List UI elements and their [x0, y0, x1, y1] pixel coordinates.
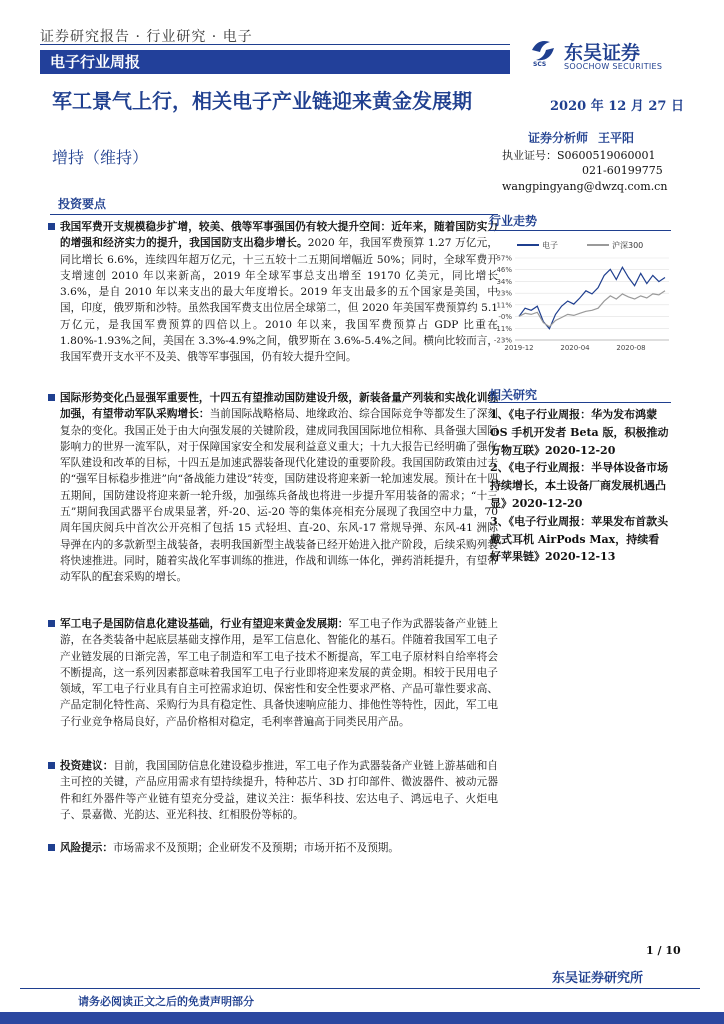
x-tick-label: 2020-04	[560, 344, 590, 352]
legend-label: 电子	[542, 241, 558, 250]
y-tick-label: 23%	[496, 289, 512, 298]
paragraph-body: 2020 年，我国军费预算 1.27 万亿元，同比增长 6.6%，连续四年超万亿元，十三五较十二五期间增幅近 50%；同时，全球军费开支增速创 2010 年以来新高，2019 年全球军事总支出增至 19170 亿美元，同比增长 3.6%，是自 2010 年以来支出的最大年度增长。2019 年支出最多的五个国家是美国，中国，印度，俄罗斯和沙特。虽然我国军费支出位居全球第二，但 2020 年美国军费预算约 5.1 万亿元，是我国军费预算的四倍以上。2010 年以来，我国军费预算占 GDP 比重在 1.80%-1.93%之间，美国在 3.3%-4.9%之间，俄罗斯在 3.6%-5.4%之间。横向比较而言，我国军费开支水平不及美、俄等军事强国，仍有较大提升空间。	[60, 237, 498, 364]
bullet-square	[48, 844, 55, 851]
x-tick-label: 2019-12	[504, 344, 534, 352]
disclaimer-band	[0, 1012, 724, 1024]
chart-rule	[489, 230, 671, 231]
footer-rule	[20, 988, 700, 989]
bullet-square	[48, 223, 55, 230]
bullet-square	[48, 620, 55, 627]
paragraph-military-electronics	[60, 616, 498, 730]
related-list	[490, 406, 670, 566]
logo-en-text: SOOCHOW SECURITIES	[564, 62, 663, 71]
y-tick-label: -23%	[493, 336, 512, 345]
logo-cn-text: 东吴证券	[564, 42, 641, 64]
report-title: 军工景气上行，相关电子产业链迎来黄金发展期	[52, 89, 472, 113]
bullet-square	[48, 394, 55, 401]
summary-rule	[50, 214, 498, 215]
related-rule	[489, 402, 671, 403]
paragraph-body: 市场需求不及预期；企业研发不及预期；市场开拓不及预期。	[112, 842, 399, 854]
summary-heading: 投资要点	[58, 197, 107, 211]
related-item[interactable]: 1、《电子行业周报：华为发布鸿蒙 OS 手机开发者 Beta 版，积极推动万物互联》2020-12-20	[490, 408, 669, 457]
paragraph-lead: 投资建议：	[60, 760, 114, 772]
paragraph-lead: 军工电子是国防信息化建设基础，行业有望迎来黄金发展期：	[60, 618, 349, 630]
analyst-name: 王平阳	[598, 131, 635, 145]
institute-name: 东吴证券研究所	[552, 971, 644, 986]
series-line	[519, 291, 665, 327]
related-heading: 相关研究	[489, 388, 538, 402]
header-rule	[40, 44, 510, 45]
paragraph-risk	[60, 840, 498, 856]
report-series: 证券研究报告 · 行业研究 · 电子	[40, 29, 253, 45]
legend-label: 沪深300	[612, 241, 644, 250]
x-tick-label: 2020-08	[616, 344, 646, 352]
disclaimer-text: 请务必阅读正文之后的免责声明部分	[78, 995, 254, 1008]
y-tick-label: -0%	[498, 313, 512, 322]
brand-logo	[528, 36, 688, 76]
paragraph-lead: 我国军费开支规模稳步扩增，较美、俄等军事强国仍有较大提升空间：近年来，随着国防实力的增强和经济实力的提升，我国国防支出稳步增长。	[60, 221, 498, 250]
paragraph-body: 目前，我国国防信息化建设稳步推进，军工电子作为武器装备产业链上游基础和自主可控的关键，产品应用需求有望持续提升，特种芯片、3D 打印部件、微波器件、被动元器件和红外器件等产业链有望充分受益，建议关注：振华科技、宏达电子、鸿远电子、火炬电子、景嘉微、光韵达、亚光科技、红相股份等标的。	[60, 760, 499, 821]
paragraph-military-budget	[60, 219, 498, 366]
rating: 增持（维持）	[52, 148, 149, 167]
logo-mark-text: SCS	[533, 61, 547, 66]
report-date: 2020 年 12 月 27 日	[550, 99, 684, 114]
bullet-square	[48, 762, 55, 769]
paragraph-body: 军工电子作为武器装备产业链上游，在各类装备中起底层基础支撑作用，是军工信息化、智能化的基石。伴随着我国军工电子产业链发展的日渐完善，军工电子制造和军工电子技术不断提高，军工电子原材料自给率将会不断提高，这一系列因素都意味着我国军工电子行业即将迎来发展的黄金期。相较于民用电子领域，军工电子行业具有自主可控需求迫切、保密性和安全性要求严格、产品可靠性要求高、产品定制化特性高、采购行为具有稳定性、具备快速响应能力、排他性等特性，因此，军工电子行业竞争格局良好，产品价格相对稳定，毛利率普遍高于同类民用产品。	[60, 618, 498, 728]
y-tick-label: 11%	[496, 301, 512, 310]
paragraph-lead: 风险提示：	[60, 842, 113, 854]
chart-heading: 行业走势	[489, 214, 538, 228]
y-tick-label: -11%	[493, 324, 512, 333]
page-number: 1 / 10	[646, 944, 681, 957]
y-tick-label: 57%	[496, 254, 512, 263]
paragraph-lead: 国际形势变化凸显强军重要性，十四五有望推动国防建设升级，新装备量产列装和实战化训练加强，有望带动军队采购增长：	[60, 392, 498, 421]
analyst-line	[528, 129, 634, 146]
y-tick-label: 46%	[496, 266, 512, 275]
analyst-email[interactable]: wangpingyang@dwzq.com.cn	[502, 180, 668, 193]
y-tick-label: 34%	[496, 277, 512, 286]
paragraph-body: 当前国际战略格局、地缘政治、综合国际竞争等都发生了深刻复杂的变化。我国正处于由大向强发展的关键阶段，建成同我国国际地位相称、具备强大国际影响力的世界一流军队，对于保障国家安全和发展利益意义重大；十九大报告已经明确了强化军队建设和改革的目标，十四五是加速武器装备现代化建设的重要阶段。我国国防政策由过去的“强军目标稳步推进”向“备战能力建设”转变，国防建设将迎来新一轮加速发展。预计在十四五期间，国防建设将迎来新一轮升级，加强练兵备战也将进一步提升军用装备的需求；“十三五”期间我国武器平台成果显著，歼-20、运-20 等的集体亮相充分展现了我国空中力量，70 周年国庆阅兵中首次公开亮相了包括 15 式轻坦、直-20、东风-17 常规导弹、东风-41 洲际导弹在内的多款新型主战装备，表明我国新型主战装备已经开始进入批产阶段，后续采购列装将快速推进。同时，随着实战化军事训练的推进，作战和训练一体化，弹药消耗提升，有望带动军队的配套采购的增长。	[60, 408, 498, 584]
related-item[interactable]: 3、《电子行业周报：苹果发布首款头戴式耳机 AirPods Max，持续看好苹果链》2020-12-13	[490, 514, 669, 564]
logo-mark-icon	[528, 36, 558, 66]
industry-trend-chart	[487, 236, 673, 356]
related-item[interactable]: 2、《电子行业周报：半导体设备市场持续增长，本土设备厂商发展机遇凸显》2020-12-20	[490, 461, 669, 510]
analyst-label: 证券分析师	[528, 131, 589, 145]
paragraph-investment-advice	[60, 758, 498, 823]
analyst-cert: 执业证号：S0600519060001	[502, 149, 656, 162]
analyst-phone: 021-60199775	[582, 164, 663, 177]
paragraph-intl-situation	[60, 390, 498, 586]
report-type-band: 电子行业周报	[40, 50, 510, 74]
